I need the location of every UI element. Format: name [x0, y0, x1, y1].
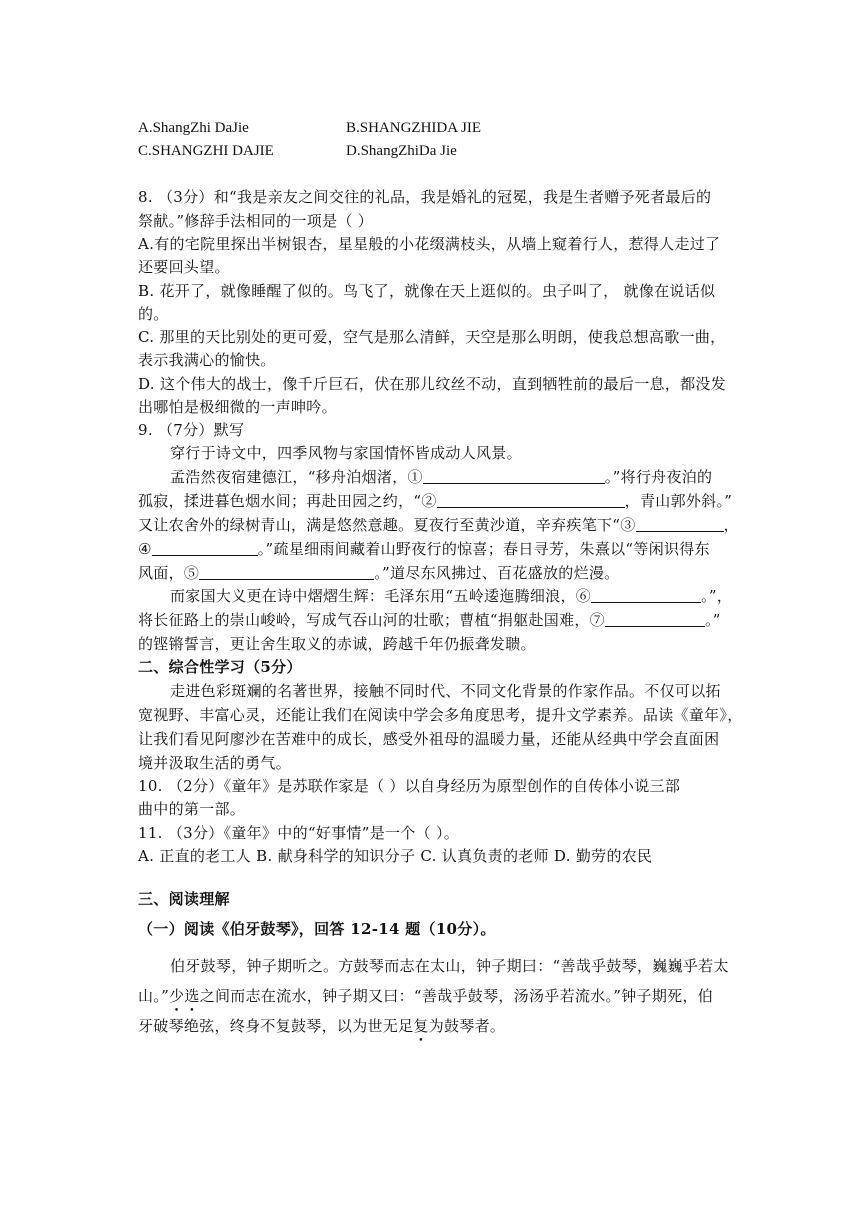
q8-option-b-line1: B. 花开了，就像睡醒了似的。鸟飞了，就像在天上逛似的。虫子叫了， 就像在说话似 [138, 282, 716, 300]
q9-line3 [138, 514, 739, 536]
section2-para-line4: 境并汲取生活的勇气。 [138, 754, 292, 772]
q7-option-a: A.ShangZhi DaJie [138, 120, 249, 136]
q9-line5-text-b: 。”道尽东风拂过、百花盛放的烂漫。 [374, 564, 620, 582]
q9-line2 [138, 490, 732, 512]
q9-line1-text-a: 孟浩然夜宿建德江，“移舟泊烟渚，① [170, 468, 423, 486]
section2-para-line3: 让我们看见阿廖沙在苦难中的成长，感受外祖母的温暖力量，还能从经典中学会直面困 [138, 730, 720, 748]
q7-option-c: C.SHANGZHI DAJIE [138, 143, 274, 159]
q9-line4-text-b: 。”疏星细雨间藏着山野夜行的惊喜；春日寻芳，朱熹以“等闲识得东 [257, 540, 710, 558]
q7-option-b: B.SHANGZHIDA JIE [346, 120, 481, 136]
q9-line1 [170, 466, 712, 488]
q8-option-c-line2: 表示我满心的愉快。 [138, 351, 276, 369]
answer-blank-4[interactable] [152, 540, 258, 556]
q9-line6 [170, 585, 732, 607]
q9-line2-text-a: 孤寂，揉进暮色烟水间；再赴田园之约，“② [138, 492, 437, 510]
q8-option-c-line1: C. 那里的天比别处的更可爱，空气是那么清鲜，天空是那么明朗，使我总想高歌一曲， [138, 328, 726, 346]
q9-line6-text-a: 而家国大义更在诗中熠熠生辉：毛泽东用“五岭逶迤腾细浪，⑥ [170, 587, 592, 605]
section2-para-line1: 走进色彩斑斓的名著世界，接触不同时代、不同文化背景的作家作品。不仅可以拓 [170, 682, 721, 700]
answer-blank-5[interactable] [199, 564, 374, 580]
q9-line1-text-b: 。”将行舟夜泊的 [604, 468, 713, 486]
passage-line3-a: 牙破琴绝弦，终身不复鼓琴，以为世无足 [138, 1017, 414, 1035]
q8-option-d-line2: 出哪怕是极细微的一声呻吟。 [138, 398, 337, 416]
answer-blank-7[interactable] [605, 611, 705, 627]
passage-dotted-char-1: 少 [169, 987, 185, 1005]
q8-option-d-line1: D. 这个伟大的战士，像千斤巨石，伏在那儿纹丝不动，直到牺牲前的最后一息，都没发 [138, 375, 727, 393]
q8-stem-line1: 8. （3分）和“我是亲友之间交往的礼品，我是婚礼的冠冕，我是生者赠予死者最后的 [138, 188, 712, 206]
answer-blank-1[interactable] [423, 468, 605, 484]
q9-line2-text-b: ，青山郭外斜。” [624, 492, 733, 510]
q10-line2: 曲中的第一部。 [138, 800, 246, 818]
q10-line1: 10. （2分）《童年》是苏联作家是（ ）以自身经历为原型创作的自传体小说三部 [138, 777, 681, 795]
q9-line4-text-a: ④ [138, 540, 152, 558]
q11-options: A. 正直的老工人 B. 献身科学的知识分子 C. 认真负责的老师 D. 勤劳的农民 [138, 847, 653, 865]
section2-title: 二、综合性学习（5分） [138, 658, 302, 676]
q9-line8: 的铿锵誓言，更让舍生取义的赤诚，跨越千年仍振聋发聩。 [138, 635, 536, 653]
q9-line5 [138, 562, 619, 584]
q7-option-d: D.ShangZhiDa Jie [346, 143, 457, 159]
section3-title: 三、阅读理解 [138, 890, 230, 908]
q9-heading: 9. （7分）默写 [138, 421, 245, 439]
q11-stem: 11. （3分）《童年》中的“好事情”是一个（ ）。 [138, 824, 460, 842]
q8-option-a-line2: 还要回头望。 [138, 258, 230, 276]
passage-dotted-char-3: 复 [413, 1017, 429, 1035]
passage-line3-c: 为鼓琴者。 [428, 1017, 506, 1035]
passage-line2 [138, 985, 713, 1007]
q9-line7-text-b: 。” [704, 611, 721, 629]
reading-subtitle: （一）阅读《伯牙鼓琴》，回答 12-14 题（10分）。 [138, 920, 496, 938]
section2-para-line2: 宽视野、丰富心灵，还能让我们在阅读中学会多角度思考，提升文学素养。品读《童年》， [138, 706, 743, 724]
q9-line6-text-b: 。”， [701, 587, 733, 605]
q9-line4 [138, 538, 710, 560]
q8-option-b-line2: 的。 [138, 305, 169, 323]
answer-blank-3[interactable] [636, 516, 724, 532]
q8-option-a-line1: A.有的宅院里探出半树银杏，星星般的小花缀满枝头，从墙上窥着行人，惹得人走过了 [138, 235, 721, 253]
passage-line2-a: 山。” [138, 987, 170, 1005]
q9-line7-text-a: 将长征路上的崇山峻岭，写成气吞山河的壮歌；曹植“捐躯赴国难，⑦ [138, 611, 605, 629]
q8-stem-line2: 祭献。”修辞手法相同的一项是（ ） [138, 212, 374, 230]
q9-intro: 穿行于诗文中，四季风物与家国情怀皆成动人风景。 [170, 444, 522, 462]
passage-dotted-char-2: 选 [184, 987, 200, 1005]
passage-line3 [138, 1015, 505, 1037]
answer-blank-2[interactable] [437, 492, 625, 508]
passage-line2-d: 之间而志在流水，钟子期又曰：“善哉乎鼓琴，汤汤乎若流水。”钟子期死，伯 [199, 987, 714, 1005]
passage-line1: 伯牙鼓琴，钟子期听之。方鼓琴而志在太山，钟子期曰：“善哉乎鼓琴，巍巍乎若太 [170, 957, 729, 975]
answer-blank-6[interactable] [591, 587, 701, 603]
q9-line5-text-a: 风面，⑤ [138, 564, 200, 582]
q9-line3-text-a: 又让农舍外的绿树青山，满是悠然意趣。夏夜行至黄沙道，辛弃疾笔下“③ [138, 516, 636, 534]
q9-line7 [138, 609, 721, 631]
q9-line3-text-b: ， [723, 516, 739, 534]
